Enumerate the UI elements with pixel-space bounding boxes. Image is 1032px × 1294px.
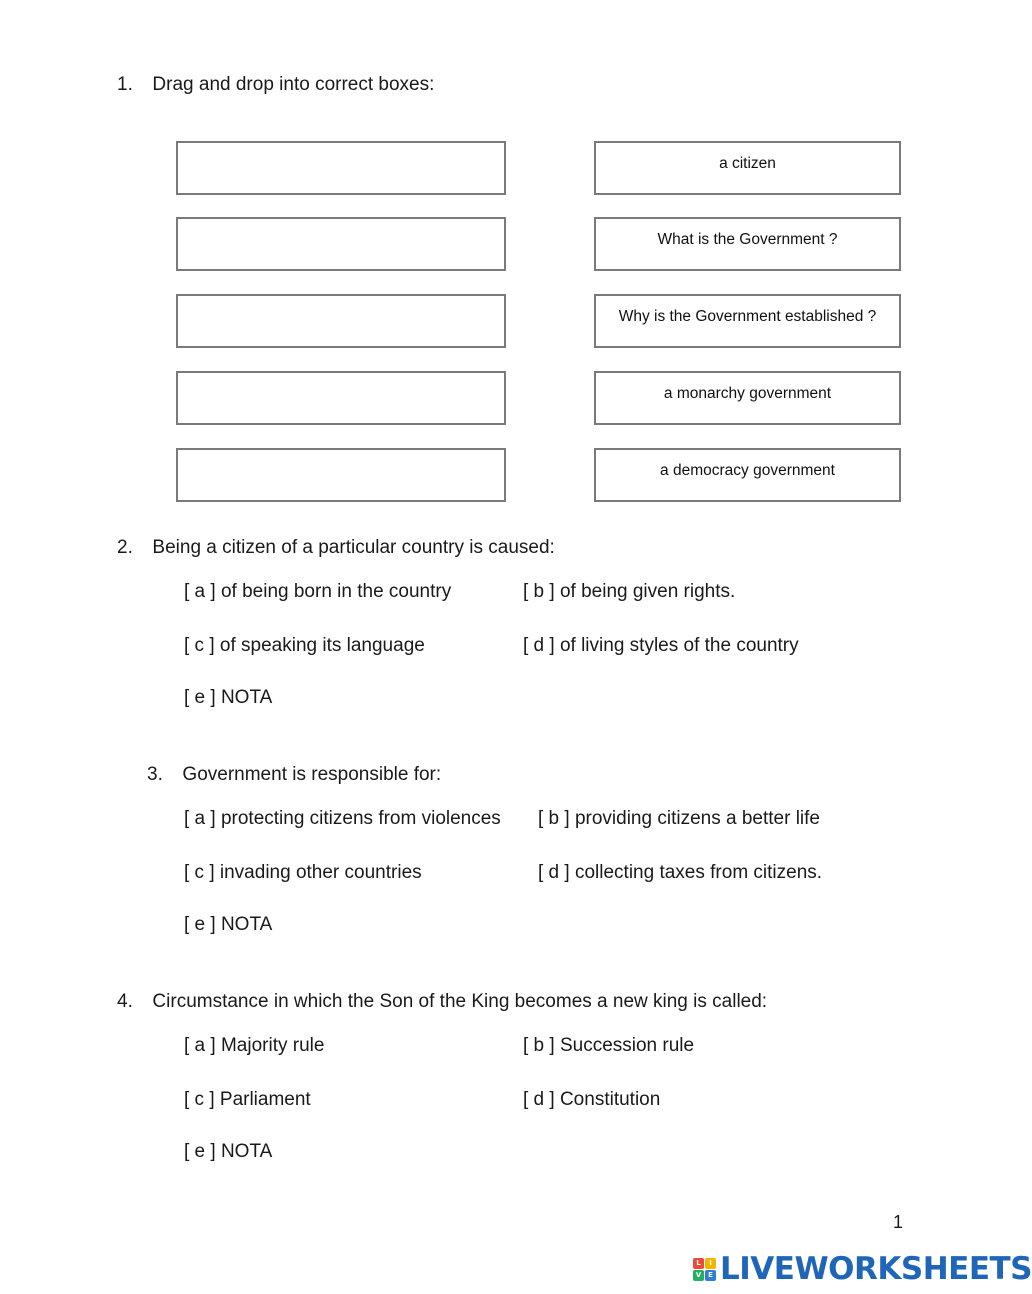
question-2 (117, 537, 555, 559)
drag-word-label: a citizen (719, 155, 776, 172)
drag-word-5[interactable] (594, 448, 901, 502)
drop-box-1[interactable] (176, 141, 506, 195)
option-q3-b[interactable]: [ b ] providing citizens a better life (538, 808, 820, 829)
question-number: 3. (147, 764, 163, 785)
drag-word-label: a monarchy government (663, 385, 832, 402)
page-number: 1 (893, 1212, 904, 1232)
drop-box-2[interactable] (176, 217, 506, 271)
question-4 (117, 991, 767, 1013)
option-q2-e[interactable]: [ e ] NOTA (184, 687, 273, 708)
drop-box-3[interactable] (176, 294, 506, 348)
question-1 (117, 74, 434, 96)
option-q3-a[interactable]: [ a ] protecting citizens from violences (184, 808, 501, 829)
question-text: Drag and drop into correct boxes: (152, 74, 435, 95)
option-q4-e[interactable]: [ e ] NOTA (184, 1141, 273, 1162)
option-q2-d[interactable]: [ d ] of living styles of the country (523, 635, 799, 656)
drag-word-3[interactable] (594, 294, 901, 348)
option-q2-b[interactable]: [ b ] of being given rights. (523, 581, 736, 602)
logo-icon: L I V E (693, 1258, 716, 1281)
drag-word-2[interactable] (594, 217, 901, 271)
question-text: Being a citizen of a particular country is caused: (152, 537, 555, 558)
option-q3-d[interactable]: [ d ] collecting taxes from citizens. (538, 862, 823, 883)
question-text: Circumstance in which the Son of the King becomes a new king is called: (152, 991, 768, 1012)
drop-box-5[interactable] (176, 448, 506, 502)
question-number: 1. (117, 74, 133, 95)
logo-text: LIVEWORKSHEETS (720, 1251, 1032, 1287)
liveworksheets-logo (693, 1251, 1032, 1287)
drag-word-label: Why is the Government established ? (618, 308, 877, 325)
drop-box-4[interactable] (176, 371, 506, 425)
question-number: 4. (117, 991, 133, 1012)
option-q3-c[interactable]: [ c ] invading other countries (184, 862, 422, 883)
option-q4-d[interactable]: [ d ] Constitution (523, 1089, 661, 1110)
drag-word-1[interactable] (594, 141, 901, 195)
option-q4-b[interactable]: [ b ] Succession rule (523, 1035, 695, 1056)
question-text: Government is responsible for: (182, 764, 442, 785)
option-q3-e[interactable]: [ e ] NOTA (184, 914, 273, 935)
drag-word-4[interactable] (594, 371, 901, 425)
option-q2-c[interactable]: [ c ] of speaking its language (184, 635, 425, 656)
drag-word-label: What is the Government ? (657, 231, 838, 248)
drag-word-label: a democracy government (660, 462, 835, 479)
option-q4-c[interactable]: [ c ] Parliament (184, 1089, 311, 1110)
question-3 (147, 764, 441, 786)
option-q4-a[interactable]: [ a ] Majority rule (184, 1035, 325, 1056)
option-q2-a[interactable]: [ a ] of being born in the country (184, 581, 452, 602)
question-number: 2. (117, 537, 133, 558)
